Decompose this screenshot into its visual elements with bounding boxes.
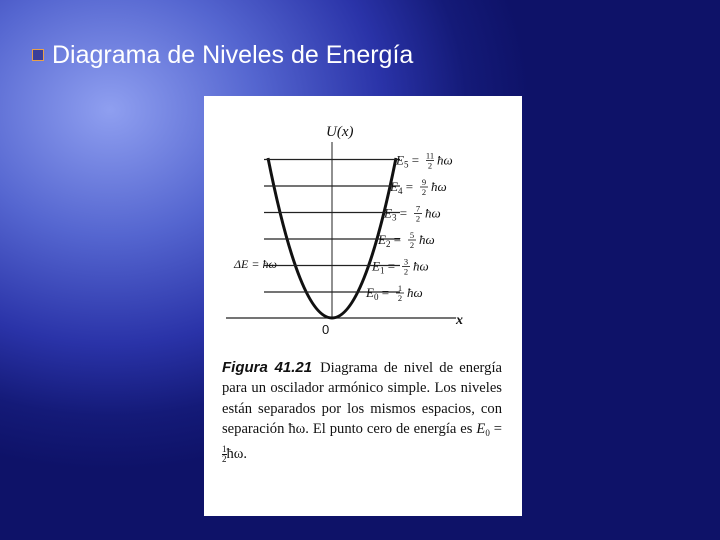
energy-level-numerator: 11: [425, 150, 435, 161]
y-axis-label: U(x): [326, 124, 354, 140]
spacing-label: ΔE = ħω: [234, 257, 277, 271]
origin-label: 0: [322, 322, 330, 337]
figure-caption: [222, 358, 502, 464]
caption-final-formula: $E_0$ = $\frac{1}{2}$ ħω.: [222, 421, 502, 464]
energy-level-denominator: 2: [415, 213, 421, 224]
energy-level-label: $E_3$ =: [384, 205, 408, 223]
energy-level-numerator: 5: [409, 230, 415, 240]
energy-level-label: $E_2$ =: [378, 232, 402, 249]
slide-title-text: Diagrama de Niveles de Energía: [52, 40, 414, 69]
figure-image: [204, 96, 522, 516]
bullet-icon: [32, 49, 44, 61]
energy-level-denominator: 2: [397, 293, 403, 303]
energy-level-numerator: 1: [397, 283, 403, 293]
caption-text: Diagrama de nivel de energía para un oscilador armónico simple. Los niveles están separados por los mismos espacios, con separación ħω. El punto cero de energía es: [222, 360, 502, 438]
energy-level-label: $E_0$ =: [366, 285, 390, 302]
energy-level-unit: ħω: [413, 258, 429, 274]
energy-level-denominator: 2: [403, 266, 409, 277]
energy-level-labels: [365, 151, 453, 304]
energy-level-label: $E_1$ =: [372, 258, 396, 276]
energy-level-numerator: 3: [403, 256, 409, 267]
energy-level-unit: ħω: [407, 285, 423, 300]
energy-level-numerator: 9: [421, 177, 427, 187]
energy-level-denominator: 2: [409, 240, 415, 250]
energy-level-unit: ħω: [437, 152, 453, 168]
energy-level-unit: ħω: [431, 179, 447, 194]
energy-level-denominator: 2: [427, 160, 433, 171]
energy-level-unit: ħω: [425, 205, 441, 221]
energy-level-label: $E_5$ =: [396, 152, 420, 170]
caption-label: Figura 41.21: [222, 359, 313, 376]
slide-title: [32, 38, 413, 72]
energy-level-unit: ħω: [419, 232, 435, 247]
energy-level-numerator: 7: [415, 203, 421, 214]
energy-level-label: $E_4$ =: [390, 179, 414, 196]
energy-level-denominator: 2: [421, 187, 427, 197]
x-axis-label: x: [456, 313, 463, 328]
